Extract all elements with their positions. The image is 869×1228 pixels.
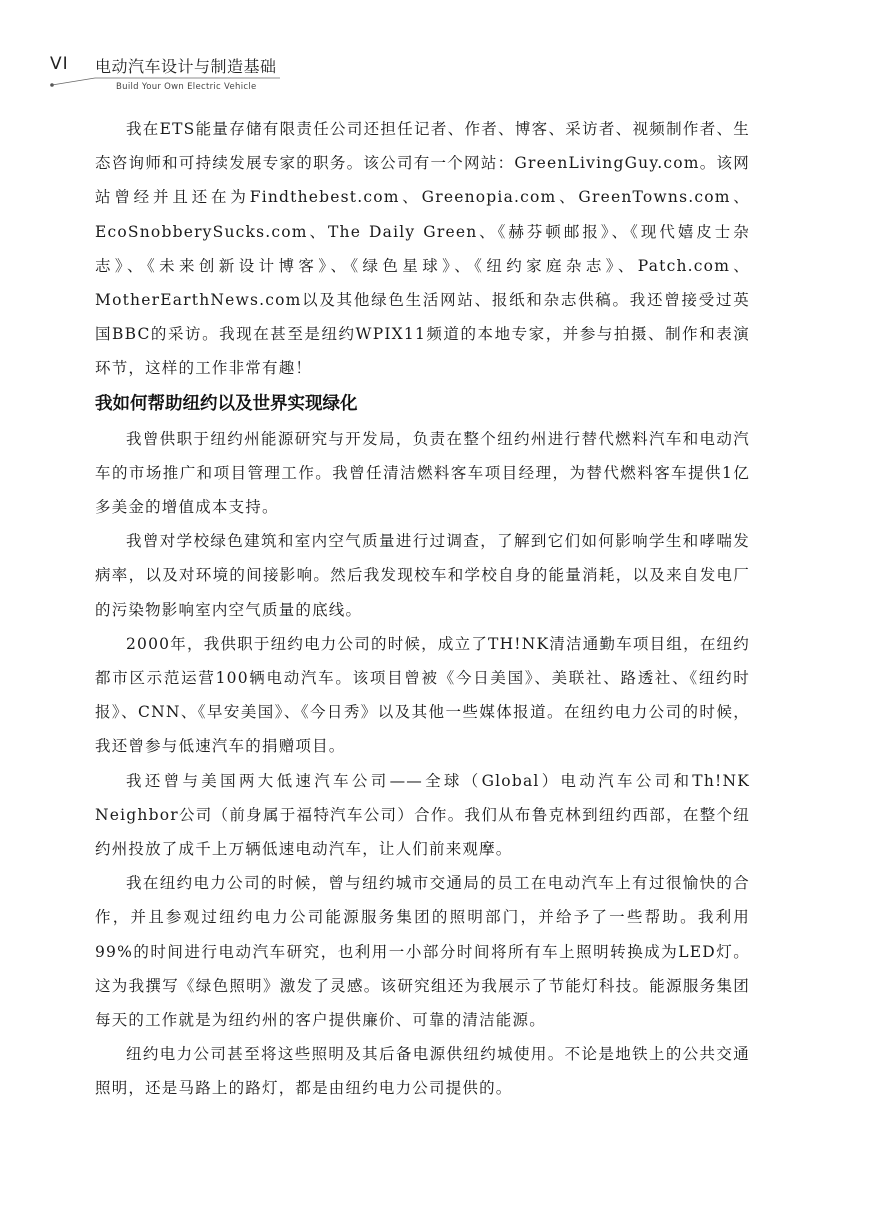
body-paragraph: 我曾供职于纽约州能源研究与开发局，负责在整个纽约州进行替代燃料汽车和电动汽车的市场推广和项目管理工作。我曾任清洁燃料客车项目经理，为替代燃料客车提供1亿多美金的增值成本支持。 [95,429,750,517]
book-subtitle: Build Your Own Electric Vehicle [116,82,257,92]
body-paragraph: 我还曾与美国两大低速汽车公司——全球（Global）电动汽车公司和Th!NK Neighbor公司（前身属于福特汽车公司）合作。我们从布鲁克林到纽约西部，在整个纽约州投放了成千上万辆低速电动汽车，让人们前来观摩。 [95,771,750,859]
body-paragraph: 2000年，我供职于纽约电力公司的时候，成立了TH!NK清洁通勤车项目组，在纽约都市区示范运营100辆电动汽车。该项目曾被《今日美国》、美联社、路透社、《纽约时报》、CNN、《早安美国》、《今日秀》以及其他一些媒体报道。在纽约电力公司的时候，我还曾参与低速汽车的捐赠项目。 [95,634,750,756]
page-body [95,112,750,1106]
body-paragraph: 纽约电力公司甚至将这些照明及其后备电源供纽约城使用。不论是地铁上的公共交通照明，还是马路上的路灯，都是由纽约电力公司提供的。 [95,1045,750,1098]
intro-paragraph: 我在ETS能量存储有限责任公司还担任记者、作者、博客、采访者、视频制作者、生态咨询师和可持续发展专家的职务。该公司有一个网站：GreenLivingGuy.com。该网站曾经并且还在为Findthebest.com、Greenopia.com、GreenTowns.com、EcoSnobberySucks.com、The Daily Green、《赫芬顿邮报》、《现代嬉皮士杂志》、《未来创新设计博客》、《绿色星球》、《纽约家庭杂志》、Patch.com、MotherEarthNews.com以及其他绿色生活网站、报纸和杂志供稿。我还曾接受过英国BBC的采访。我现在甚至是纽约WPIX11频道的本地专家，并参与拍摄、制作和表演环节，这样的工作非常有趣！ [95,120,750,378]
book-title: 电动汽车设计与制造基础 [95,57,277,76]
page-header [0,0,869,100]
page-number: VI [50,54,69,74]
section-heading: 我如何帮助纽约以及世界实现绿化 [95,393,358,414]
body-paragraph: 我曾对学校绿色建筑和室内空气质量进行过调查，了解到它们如何影响学生和哮喘发病率，以及对环境的间接影响。然后我发现校车和学校自身的能量消耗，以及来自发电厂的污染物影响室内空气质量的底线。 [95,532,750,619]
body-paragraph: 我在纽约电力公司的时候，曾与纽约城市交通局的员工在电动汽车上有过很愉快的合作，并且参观过纽约电力公司能源服务集团的照明部门，并给予了一些帮助。我利用99%的时间进行电动汽车研究，也利用一小部分时间将所有车上照明转换成为LED灯。这为我撰写《绿色照明》激发了灵感。该研究组还为我展示了节能灯科技。能源服务集团每天的工作就是为纽约州的客户提供廉价、可靠的清洁能源。 [95,874,750,1030]
